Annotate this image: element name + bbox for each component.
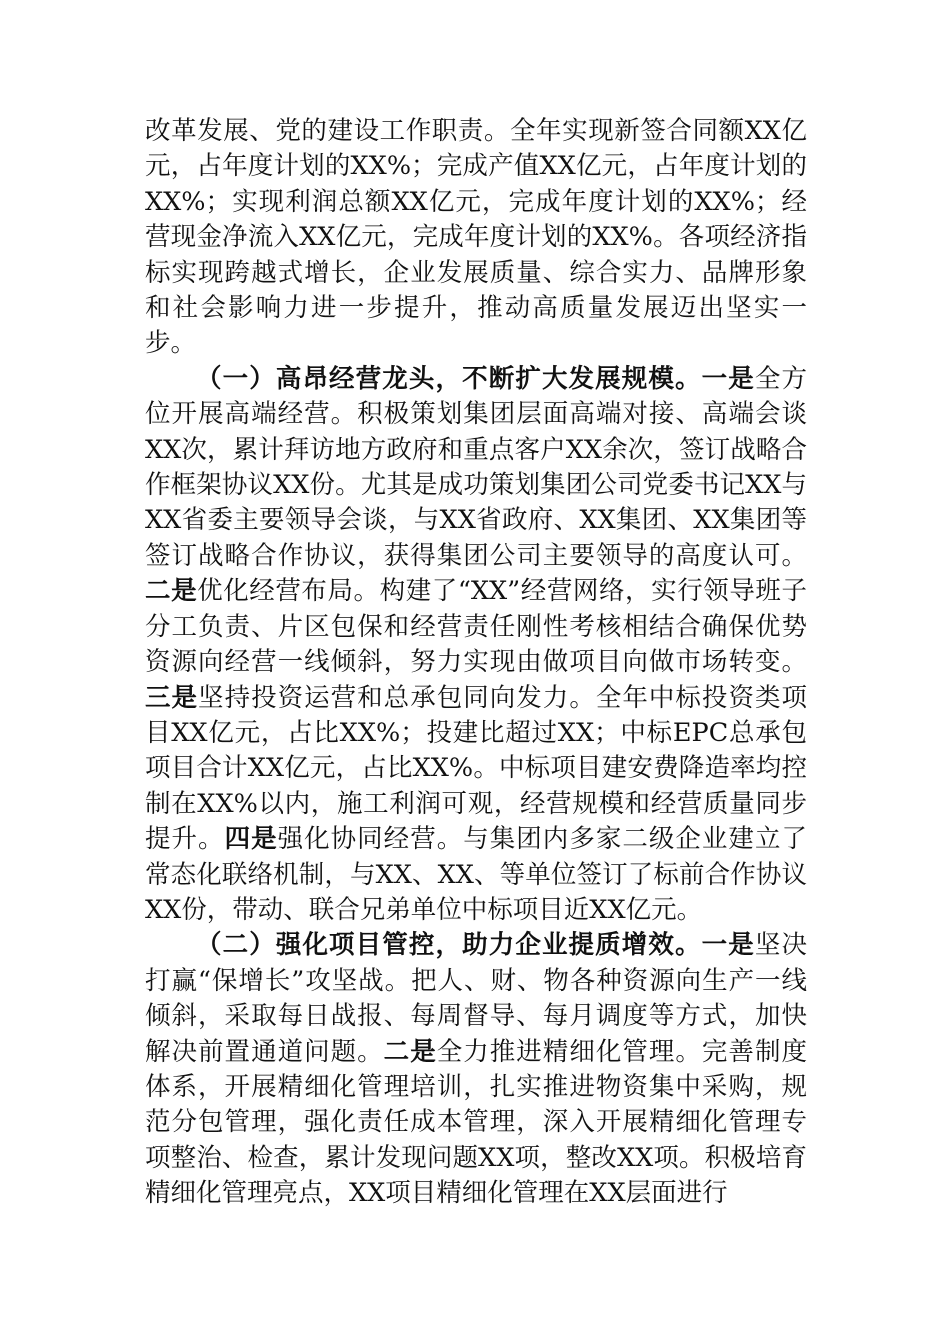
paragraph-section-1 bbox=[145, 362, 807, 929]
paragraph-section-2 bbox=[145, 928, 807, 1211]
section-1-item-4-text: 强化协同经营。与集团内多家二级企业建立了常态化联络机制，与XX、XX、等单位签订了标前合作协议XX份，带动、联合兄弟单位中标项目近XX亿元。 bbox=[145, 824, 807, 925]
section-2-item-2-text: 全力推进精细化管理。完善制度体系，开展精细化管理培训，扎实推进物资集中采购，规范分包管理，强化责任成本管理，深入开展精细化管理专项整治、检查，累计发现问题XX项，整改XX项。积极培育精细化管理亮点，XX项目精细化管理在XX层面进行 bbox=[145, 1036, 807, 1209]
section-1-item-1-lead: 一是 bbox=[701, 363, 755, 394]
document-body bbox=[145, 114, 807, 1212]
section-1-item-4-lead: 四是 bbox=[224, 824, 278, 855]
section-1-item-1-text: 全方位开展高端经营。积极策划集团层面高端对接、高端会谈XX次，累计拜访地方政府和重点客户XX余次，签订战略合作框架协议XX份。尤其是成功策划集团公司党委书记XX与XX省委主要领导会谈，与XX省政府、XX集团、XX集团等签订战略合作协议，获得集团公司主要领导的高度认可。 bbox=[145, 363, 807, 571]
section-1-heading: （一）高昂经营龙头，不断扩大发展规模。 bbox=[196, 363, 702, 394]
section-1-item-3-text: 坚持投资运营和总承包同向发力。全年中标投资类项目XX亿元，占比XX%；投建比超过XX；中标EPC总承包项目合计XX亿元，占比XX%。中标项目建安费降造率均控制在XX%以内，施工利润可观，经营规模和经营质量同步提升。 bbox=[145, 682, 807, 855]
section-1-item-2-text: 优化经营布局。构建了“XX”经营网络，实行领导班子分工负责、片区包保和经营责任刚性考核相结合确保优势资源向经营一线倾斜，努力实现由做项目向做市场转变。 bbox=[145, 576, 807, 678]
section-2-item-1-text: 坚决打赢“保增长”攻坚战。把人、财、物各种资源向生产一线倾斜，采取每日战报、每周督导、每月调度等方式，加快解决前置通道问题。 bbox=[145, 930, 807, 1067]
paragraph-summary bbox=[145, 114, 807, 362]
summary-text: 改革发展、党的建设工作职责。全年实现新签合同额XX亿元，占年度计划的XX%；完成产值XX亿元，占年度计划的XX%；实现利润总额XX亿元，完成年度计划的XX%；经营现金净流入XX亿元，完成年度计划的XX%。各项经济指标实现跨越式增长，企业发展质量、综合实力、品牌形象和社会影响力进一步提升，推动高质量发展迈出坚实一步。 bbox=[145, 116, 807, 359]
section-2-heading: （二）强化项目管控，助力企业提质增效。 bbox=[196, 930, 702, 961]
section-1-item-3-lead: 三是 bbox=[145, 682, 199, 713]
section-2-item-2-lead: 二是 bbox=[383, 1036, 437, 1067]
section-2-item-1-lead: 一是 bbox=[701, 930, 755, 961]
section-1-item-2-lead: 二是 bbox=[145, 576, 198, 607]
